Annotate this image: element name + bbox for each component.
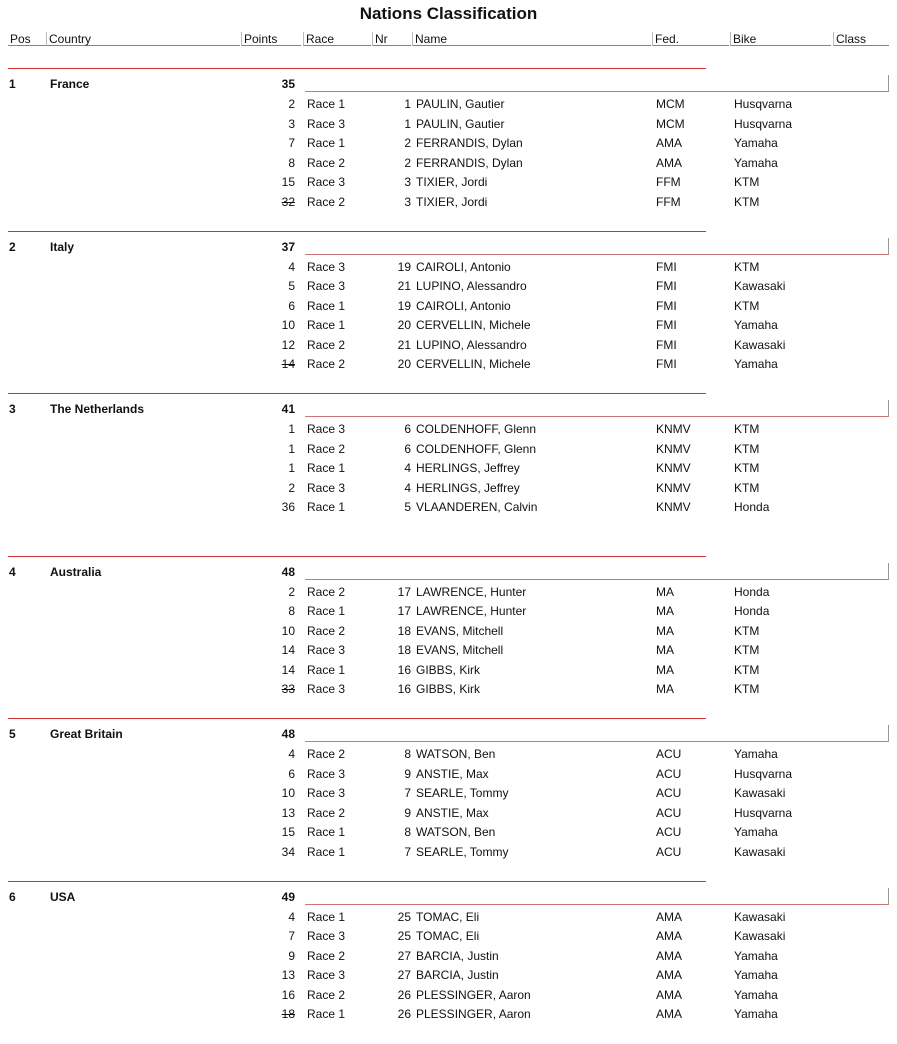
row-race: Race 1: [307, 136, 346, 150]
row-bike: KTM: [734, 682, 760, 697]
row-federation: MA: [656, 584, 674, 599]
row-number: 20: [397, 318, 411, 333]
row-race: Race 1: [307, 97, 346, 111]
group-separator: [8, 68, 706, 69]
group-separator: [8, 556, 706, 557]
row-rider-name: HERLINGS, Jeffrey: [416, 480, 520, 495]
nations-list: [0, 68, 897, 1044]
nation-country: Great Britain: [50, 727, 123, 742]
row-race: Race 1: [307, 604, 346, 619]
row-rider-name: LUPINO, Alessandro: [416, 279, 527, 294]
nation-position: 5: [9, 727, 16, 742]
nation-country: The Netherlands: [50, 402, 145, 417]
nation-points: 41: [281, 402, 295, 417]
row-rider-name: FERRANDIS, Dylan: [416, 136, 523, 150]
nation-points: 48: [281, 564, 295, 579]
rider-rows: [0, 909, 897, 1026]
row-number: 21: [397, 279, 411, 294]
row-race: Race 3: [307, 643, 346, 658]
nation-header-box: [305, 75, 889, 92]
row-bike: KTM: [734, 461, 760, 476]
row-rider-name: GIBBS, Kirk: [416, 682, 481, 697]
row-number: 3: [404, 175, 411, 189]
row-number: 27: [397, 948, 411, 963]
row-bike: Kawasaki: [734, 337, 786, 352]
row-bike: Kawasaki: [734, 909, 786, 924]
row-federation: AMA: [656, 987, 683, 1002]
row-race: Race 2: [307, 194, 346, 209]
header-race: Race: [303, 32, 371, 46]
row-points: 16: [281, 987, 295, 1002]
row-bike: KTM: [734, 422, 760, 437]
row-rider-name: PLESSINGER, Aaron: [416, 987, 531, 1002]
row-bike: KTM: [734, 643, 760, 658]
header-points: Points: [241, 32, 301, 46]
row-number: 16: [397, 662, 411, 677]
row-federation: AMA: [656, 1007, 683, 1022]
row-federation: FFM: [656, 194, 681, 209]
nation-header-box: [305, 725, 889, 742]
table-row: [0, 746, 897, 766]
header-fed: Fed.: [652, 32, 729, 46]
row-rider-name: FERRANDIS, Dylan: [416, 155, 523, 170]
row-bike: KTM: [734, 662, 760, 677]
row-federation: ACU: [656, 766, 682, 781]
row-rider-name: LUPINO, Alessandro: [416, 337, 527, 352]
row-race: Race 3: [307, 929, 346, 944]
row-race: Race 1: [307, 909, 346, 924]
row-race: Race 2: [307, 623, 346, 638]
row-points: 36: [281, 500, 295, 515]
row-points: 1: [288, 422, 295, 437]
row-rider-name: LAWRENCE, Hunter: [416, 584, 527, 599]
nation-group: [0, 68, 897, 231]
table-row: [0, 987, 897, 1007]
row-federation: FMI: [656, 298, 677, 313]
nation-group: [0, 881, 897, 1044]
row-race: Race 1: [307, 318, 346, 333]
nation-position: 1: [9, 77, 16, 91]
row-rider-name: CERVELLIN, Michele: [416, 318, 531, 333]
row-rider-name: TOMAC, Eli: [416, 929, 480, 944]
row-federation: AMA: [656, 909, 683, 924]
rider-rows: [0, 746, 897, 863]
table-row: [0, 441, 897, 461]
row-points: 33: [281, 682, 295, 697]
row-number: 18: [397, 623, 411, 638]
row-federation: ACU: [656, 747, 682, 762]
row-points: 14: [281, 662, 295, 677]
group-separator: [8, 881, 706, 882]
row-federation: AMA: [656, 155, 683, 170]
table-row: [0, 681, 897, 701]
rider-rows: [0, 96, 897, 213]
row-number: 2: [404, 136, 411, 150]
row-race: Race 3: [307, 422, 346, 437]
row-federation: KNMV: [656, 461, 691, 476]
row-points: 14: [281, 357, 295, 372]
header-bike: Bike: [730, 32, 831, 46]
nation-country: USA: [50, 889, 76, 904]
table-row: [0, 480, 897, 500]
row-number: 9: [404, 766, 411, 781]
row-federation: AMA: [656, 929, 683, 944]
row-points: 12: [281, 337, 295, 352]
page-title: Nations Classification: [359, 4, 538, 23]
row-rider-name: COLDENHOFF, Glenn: [416, 422, 537, 437]
row-race: Race 3: [307, 968, 346, 983]
row-federation: AMA: [656, 136, 683, 150]
row-bike: KTM: [734, 298, 760, 313]
row-number: 4: [404, 480, 411, 495]
row-bike: KTM: [734, 194, 760, 209]
row-rider-name: BARCIA, Justin: [416, 968, 499, 983]
row-federation: FMI: [656, 337, 677, 352]
row-points: 8: [288, 604, 295, 619]
row-number: 7: [404, 786, 411, 801]
table-row: [0, 174, 897, 194]
row-rider-name: SEARLE, Tommy: [416, 786, 509, 801]
row-rider-name: CAIROLI, Antonio: [416, 259, 511, 274]
nation-group: [0, 718, 897, 881]
row-race: Race 1: [307, 500, 346, 515]
row-federation: MA: [656, 643, 674, 658]
row-number: 8: [404, 825, 411, 840]
table-row: [0, 909, 897, 929]
row-rider-name: TIXIER, Jordi: [416, 194, 488, 209]
row-rider-name: TOMAC, Eli: [416, 909, 480, 924]
row-number: 21: [397, 337, 411, 352]
row-race: Race 2: [307, 155, 346, 170]
row-points: 10: [281, 318, 295, 333]
row-bike: Yamaha: [734, 1007, 778, 1022]
row-bike: Husqvarna: [734, 116, 793, 131]
table-row: [0, 155, 897, 175]
row-federation: FMI: [656, 318, 677, 333]
table-row: [0, 662, 897, 682]
row-points: 13: [281, 968, 295, 983]
table-row: [0, 967, 897, 987]
table-row: [0, 928, 897, 948]
row-bike: Yamaha: [734, 747, 778, 762]
row-points: 7: [288, 929, 295, 944]
row-points: 15: [281, 175, 295, 189]
row-bike: Yamaha: [734, 968, 778, 983]
row-race: Race 2: [307, 441, 346, 456]
rider-rows: [0, 421, 897, 519]
row-federation: KNMV: [656, 480, 691, 495]
row-bike: Kawasaki: [734, 844, 786, 859]
row-bike: Yamaha: [734, 948, 778, 963]
table-row: [0, 1006, 897, 1026]
column-header-row: [0, 32, 897, 48]
row-race: Race 3: [307, 682, 346, 697]
nation-points: 37: [281, 239, 295, 254]
row-points: 15: [281, 825, 295, 840]
nation-group: [0, 231, 897, 394]
row-rider-name: SEARLE, Tommy: [416, 844, 509, 859]
table-row: [0, 278, 897, 298]
row-rider-name: WATSON, Ben: [416, 747, 496, 762]
nation-points: 48: [281, 727, 295, 742]
row-federation: MCM: [656, 116, 685, 131]
nation-country: France: [50, 77, 90, 91]
row-points: 14: [281, 643, 295, 658]
nation-points: 49: [281, 889, 295, 904]
row-federation: MA: [656, 604, 674, 619]
rider-rows: [0, 259, 897, 376]
row-rider-name: TIXIER, Jordi: [416, 175, 488, 189]
table-row: [0, 194, 897, 214]
table-row: [0, 96, 897, 116]
table-row: [0, 623, 897, 643]
row-bike: Yamaha: [734, 136, 778, 150]
row-points: 1: [288, 441, 295, 456]
row-points: 4: [288, 909, 295, 924]
row-points: 10: [281, 623, 295, 638]
row-number: 1: [404, 116, 411, 131]
row-bike: Yamaha: [734, 987, 778, 1002]
row-points: 4: [288, 259, 295, 274]
row-bike: Kawasaki: [734, 786, 786, 801]
table-row: [0, 116, 897, 136]
row-rider-name: ANSTIE, Max: [416, 805, 489, 820]
nation-country: Italy: [50, 239, 75, 254]
row-points: 2: [288, 97, 295, 111]
row-number: 27: [397, 968, 411, 983]
row-federation: AMA: [656, 948, 683, 963]
rider-rows: [0, 584, 897, 701]
row-number: 26: [397, 987, 411, 1002]
table-row: [0, 356, 897, 376]
row-points: 8: [288, 155, 295, 170]
row-bike: Husqvarna: [734, 766, 793, 781]
row-race: Race 1: [307, 844, 346, 859]
row-points: 2: [288, 480, 295, 495]
row-rider-name: LAWRENCE, Hunter: [416, 604, 527, 619]
table-row: [0, 460, 897, 480]
row-points: 5: [288, 279, 295, 294]
nation-header-box: [305, 888, 889, 905]
row-rider-name: VLAANDEREN, Calvin: [416, 500, 538, 515]
header-nr: Nr: [372, 32, 411, 46]
row-points: 2: [288, 584, 295, 599]
row-bike: KTM: [734, 175, 760, 189]
row-points: 6: [288, 298, 295, 313]
row-race: Race 1: [307, 662, 346, 677]
row-federation: FMI: [656, 357, 677, 372]
row-points: 4: [288, 747, 295, 762]
table-row: [0, 824, 897, 844]
row-points: 6: [288, 766, 295, 781]
header-country: Country: [46, 32, 240, 46]
row-race: Race 3: [307, 766, 346, 781]
row-rider-name: CERVELLIN, Michele: [416, 357, 531, 372]
row-federation: MA: [656, 662, 674, 677]
nation-header-box: [305, 400, 889, 417]
nation-header-box: [305, 563, 889, 580]
row-race: Race 2: [307, 357, 346, 372]
row-points: 10: [281, 786, 295, 801]
row-points: 32: [281, 194, 295, 209]
row-rider-name: COLDENHOFF, Glenn: [416, 441, 537, 456]
row-rider-name: PAULIN, Gautier: [416, 116, 505, 131]
row-race: Race 2: [307, 987, 346, 1002]
row-rider-name: HERLINGS, Jeffrey: [416, 461, 520, 476]
row-number: 25: [397, 929, 411, 944]
row-federation: AMA: [656, 968, 683, 983]
row-race: Race 3: [307, 175, 346, 189]
row-race: Race 2: [307, 948, 346, 963]
table-row: [0, 337, 897, 357]
header-name: Name: [412, 32, 651, 46]
row-federation: ACU: [656, 825, 682, 840]
nation-points: 35: [281, 77, 295, 91]
row-points: 1: [288, 461, 295, 476]
row-number: 25: [397, 909, 411, 924]
row-bike: Yamaha: [734, 825, 778, 840]
row-race: Race 3: [307, 259, 346, 274]
row-bike: Honda: [734, 584, 770, 599]
row-bike: Yamaha: [734, 318, 778, 333]
table-row: [0, 298, 897, 318]
row-rider-name: BARCIA, Justin: [416, 948, 499, 963]
row-number: 17: [397, 584, 411, 599]
table-row: [0, 135, 897, 155]
nation-position: 2: [9, 239, 16, 254]
row-rider-name: WATSON, Ben: [416, 825, 496, 840]
row-federation: FMI: [656, 259, 677, 274]
row-federation: MA: [656, 682, 674, 697]
nation-position: 4: [9, 564, 16, 579]
row-race: Race 3: [307, 279, 346, 294]
row-number: 3: [404, 194, 411, 209]
row-race: Race 1: [307, 1007, 346, 1022]
row-rider-name: PAULIN, Gautier: [416, 97, 505, 111]
nation-position: 3: [9, 402, 16, 417]
row-number: 20: [397, 357, 411, 372]
row-points: 18: [281, 1007, 295, 1022]
row-race: Race 3: [307, 116, 346, 131]
row-points: 9: [288, 948, 295, 963]
row-race: Race 3: [307, 786, 346, 801]
row-number: 26: [397, 1007, 411, 1022]
row-race: Race 1: [307, 461, 346, 476]
nation-country: Australia: [50, 564, 102, 579]
row-bike: Kawasaki: [734, 279, 786, 294]
row-bike: KTM: [734, 441, 760, 456]
table-row: [0, 421, 897, 441]
row-federation: FMI: [656, 279, 677, 294]
row-number: 19: [397, 259, 411, 274]
row-race: Race 1: [307, 825, 346, 840]
row-federation: KNMV: [656, 422, 691, 437]
table-row: [0, 948, 897, 968]
row-number: 7: [404, 844, 411, 859]
row-bike: KTM: [734, 259, 760, 274]
row-bike: Yamaha: [734, 155, 778, 170]
row-number: 8: [404, 747, 411, 762]
row-number: 2: [404, 155, 411, 170]
nation-position: 6: [9, 889, 16, 904]
row-points: 13: [281, 805, 295, 820]
row-bike: Husqvarna: [734, 97, 793, 111]
row-number: 4: [404, 461, 411, 476]
row-rider-name: ANSTIE, Max: [416, 766, 489, 781]
table-row: [0, 805, 897, 825]
row-race: Race 3: [307, 480, 346, 495]
nation-group: [0, 556, 897, 719]
table-row: [0, 584, 897, 604]
row-rider-name: EVANS, Mitchell: [416, 623, 504, 638]
row-race: Race 2: [307, 584, 346, 599]
row-federation: MCM: [656, 97, 685, 111]
row-number: 19: [397, 298, 411, 313]
nation-header-box: [305, 238, 889, 255]
row-race: Race 2: [307, 805, 346, 820]
row-bike: Honda: [734, 604, 770, 619]
row-points: 7: [288, 136, 295, 150]
row-rider-name: GIBBS, Kirk: [416, 662, 481, 677]
group-separator: [8, 718, 706, 719]
row-federation: FFM: [656, 175, 681, 189]
row-rider-name: PLESSINGER, Aaron: [416, 1007, 531, 1022]
row-bike: KTM: [734, 480, 760, 495]
row-rider-name: EVANS, Mitchell: [416, 643, 504, 658]
row-bike: Kawasaki: [734, 929, 786, 944]
nation-group: [0, 393, 897, 556]
header-class: Class: [833, 32, 889, 46]
row-rider-name: CAIROLI, Antonio: [416, 298, 511, 313]
row-federation: ACU: [656, 786, 682, 801]
row-points: 34: [281, 844, 295, 859]
row-federation: MA: [656, 623, 674, 638]
table-row: [0, 642, 897, 662]
row-number: 6: [404, 441, 411, 456]
table-row: [0, 766, 897, 786]
row-bike: Yamaha: [734, 357, 778, 372]
row-number: 17: [397, 604, 411, 619]
row-federation: ACU: [656, 844, 682, 859]
group-separator: [8, 231, 706, 232]
table-row: [0, 499, 897, 519]
row-race: Race 2: [307, 337, 346, 352]
row-federation: KNMV: [656, 441, 691, 456]
row-number: 6: [404, 422, 411, 437]
row-points: 3: [288, 116, 295, 131]
header-pos: Pos: [8, 32, 46, 46]
table-row: [0, 317, 897, 337]
row-bike: Husqvarna: [734, 805, 793, 820]
table-row: [0, 785, 897, 805]
table-row: [0, 844, 897, 864]
group-separator: [8, 393, 706, 394]
row-number: 9: [404, 805, 411, 820]
row-number: 5: [404, 500, 411, 515]
table-row: [0, 259, 897, 279]
row-race: Race 2: [307, 747, 346, 762]
row-race: Race 1: [307, 298, 346, 313]
row-number: 16: [397, 682, 411, 697]
row-number: 18: [397, 643, 411, 658]
row-federation: ACU: [656, 805, 682, 820]
row-bike: Honda: [734, 500, 770, 515]
row-federation: KNMV: [656, 500, 691, 515]
table-row: [0, 603, 897, 623]
row-bike: KTM: [734, 623, 760, 638]
row-number: 1: [404, 97, 411, 111]
